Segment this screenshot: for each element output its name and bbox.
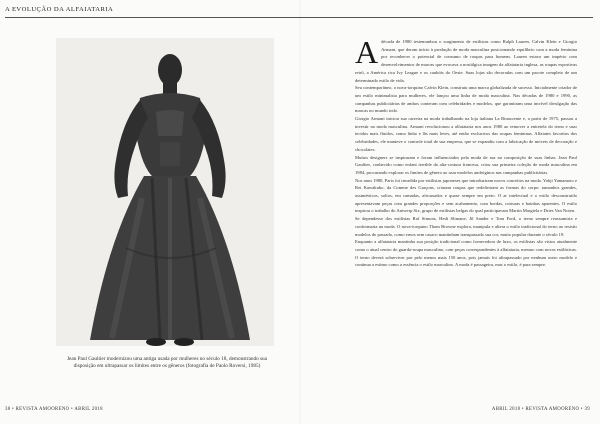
figure-photo: [56, 38, 274, 346]
article-body: [355, 34, 577, 269]
article-paragraph-text: década de 1980 testemunhou o surgimento de estilistas como Ralph Lauren, Calvin Klein e Giorgio Armani, que deram início à produção de moda masculina posicionando equilíbrio com a moda feminina por reconhecer o potencial de consumo de roupas para homens. Lauren estava um império com desenvolvimentos de marcas que evocava a nostálgica imagem da alfaiataria inglesa, as roupas esportivas retrô, a América rica Ivy League e os caubóis do Oeste. Suas lojas são decoradas com um pacote completo de um determinado estilo de vida.: [355, 39, 577, 83]
article-paragraph: [355, 34, 577, 84]
drop-cap: A: [355, 34, 379, 70]
header-title: A EVOLUÇÃO DA ALFAIATARIA: [5, 6, 114, 13]
article-paragraph: Enquanto a alfaiataria mantinha sua posição tradicional como fornecedora de luxo, os estilistas são vistos atualmente como o atual centro do guarda-roupa masculino, com peças correspondentes à alfaiataria, mesmo com novas estilísticas. O terno deverá sobreviver por pelo menos mais 150 anos, pois jamais foi ultrapassado por nenhum outro modelo e continua a estimo como a essência o estilo masculino. A moda é passageira, mas o estilo, é para sempre.: [355, 239, 577, 268]
article-paragraph: Nos anos 1980, Paris foi invadida por estilistas japoneses que introduziram novos conceitos na moda. Yohji Yamamoto e Rei Kawakubo, da Comme des Garçons, criaram roupas que redefiniram as formas do corpo: tamanhos grandes, assimétricos, soltos, em camadas, afrouxados e quase sempre em preto. O ar intelectual e o estilo desconstruído apresentavam peças com grandes proporções e sem acabamento, com bordas, costuras e bainhas aparentes. O estilo inspirou o trabalho do Antwerp Six, grupo de estilistas belgas do qual participavam Martin Margiela e Dries Van Noten.: [355, 177, 577, 214]
article-paragraph: Se dependesse dos estilistas Raf Simons, Hedi Slimane, Jil Sander e Tom Ford, o terno sempre reassumiria e conformaria na moda. O nova-iorquino Thom Browne explora, manipula e altera o estilo tradicional do terno ao resistir modelos do passado, como ernos sem casaco mantinham transpassado sua cor, muito popular durante o século 19.: [355, 216, 577, 237]
article-paragraph: Muitos designers se inspiraram e foram influenciados pela moda de rua na composição de suas linhas. Jean Paul Gaultier, conhecido como enfant terrible da alta-costura francesa, criou sua primeira coleção de moda masculina em 1984, procurando explorar os limites de gênero ao usar modelos andróginos nas campanhas publicitárias.: [355, 154, 577, 175]
folio-left: 38 • REVISTA AMOORENO • ABRIL 2018: [5, 407, 103, 412]
spine-gutter: [299, 0, 301, 424]
article-paragraph: Giorgio Armani iniciou sua carreira na moda trabalhando na loja italiana La Rinascente e, a partir de 1975, passou a investir na moda masculina. Armani revolucionou a alfaiataria nos anos 1980 ao remover a entretela do terno e usar tecidos mais fluidos, como linho e lãs mais leves, até então exclusivos das roupas femininas. Alfaiates favoritos dos celebridades, ele manteve o controle total de sua empresa, que se expandiu com a fabricação de móveis de decoração e chocolates.: [355, 116, 577, 152]
article-paragraph: Seu contemporâneo, o nova-iorquino Calvin Klein, construiu uma marca globalizada de sucesso. Inicialmente criador de um estilo minimalista para mulheres, ele lançou uma linha de moda masculina. Nas décadas de 1980 e 1990, as campanhas publicitárias de ambos conteram com celebridades e modelos, que garantiram uma incrível divulgação das marcas no mundo todo.: [355, 85, 577, 114]
folio-right: ABRIL 2018 • REVISTA AMOORENO • 39: [491, 407, 590, 412]
figure-caption: Jean Paul Gaultier modernizou uma antiga usada por mulheres no século 18, demonstrando sua disposição em ultrapassar os limites entre os gêneros (fotografia de Paolo Roversi, 1985): [66, 356, 268, 370]
model-photo-illustration: [56, 38, 274, 346]
